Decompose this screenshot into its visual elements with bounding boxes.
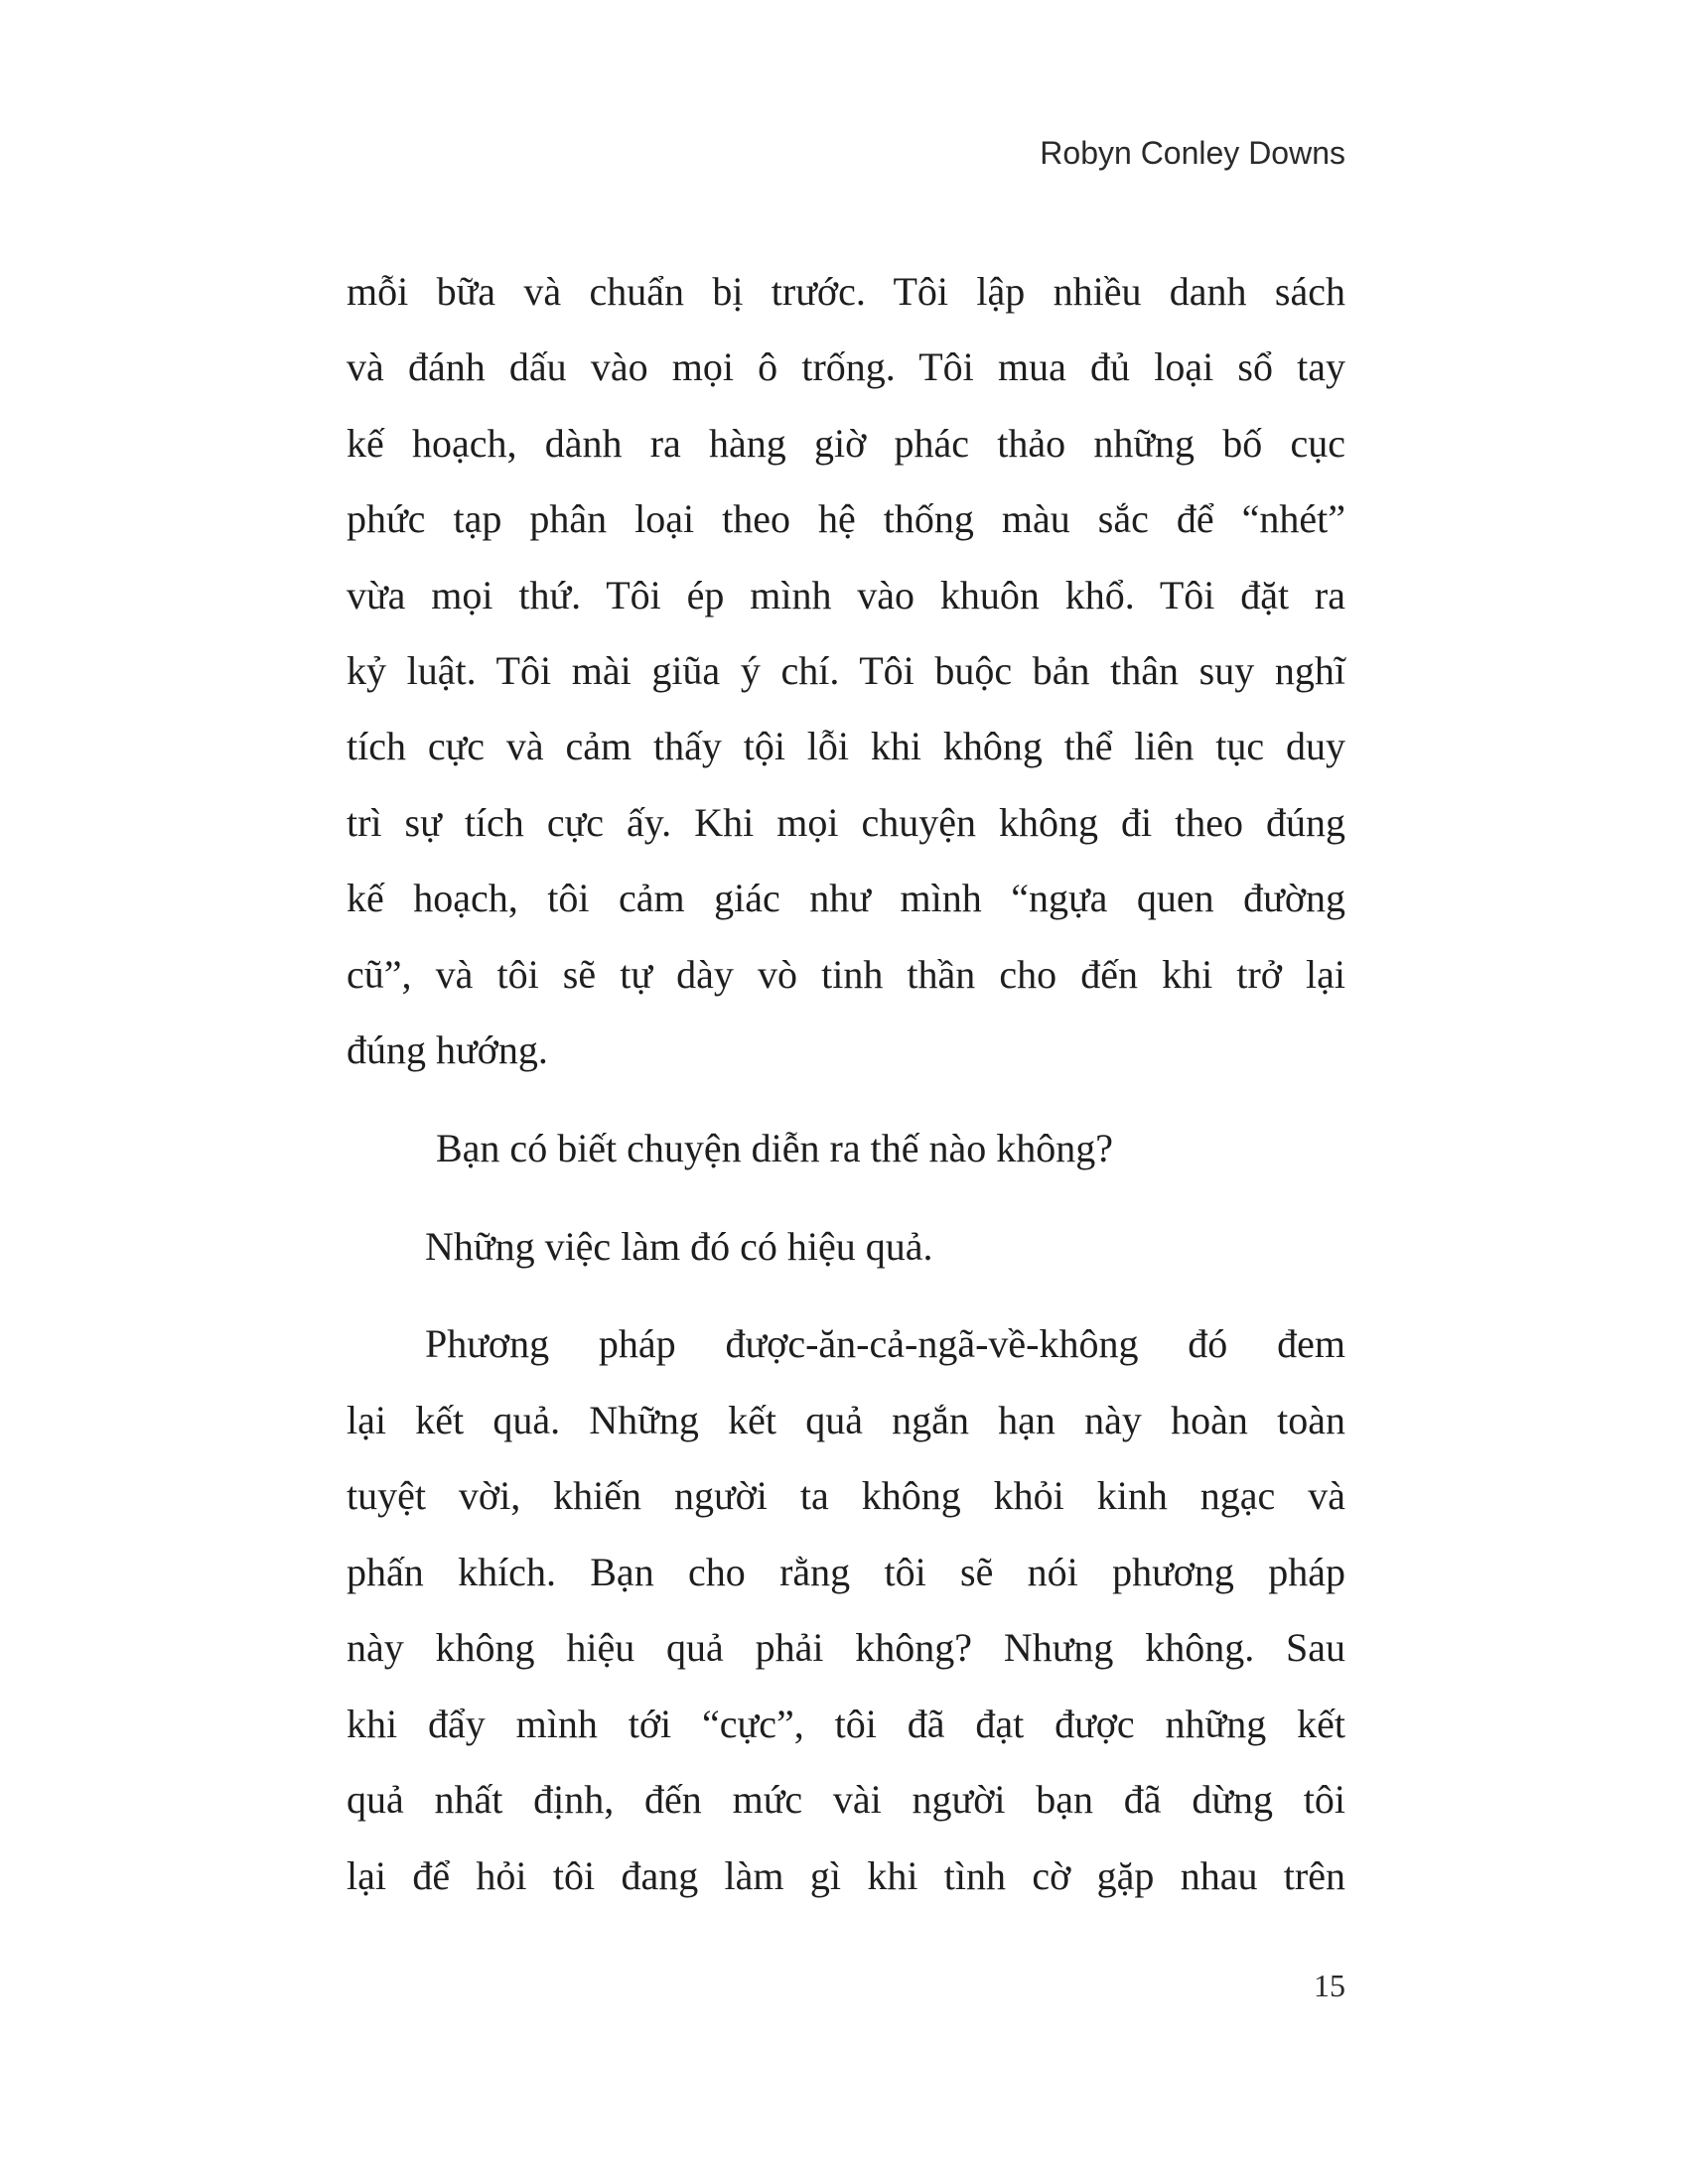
- page-number: 15: [1314, 1968, 1345, 2003]
- text-line: lại để hỏi tôi đang làm gì khi tình cờ gặp nhau trên: [347, 1853, 1345, 1898]
- text-line: kế hoạch, tôi cảm giác như mình “ngựa quen đường: [347, 876, 1345, 920]
- text-line: kỷ luật. Tôi mài giũa ý chí. Tôi buộc bản thân suy nghĩ: [347, 648, 1345, 693]
- text-line: quả nhất định, đến mức vài người bạn đã dừng tôi: [347, 1777, 1345, 1822]
- text-line: đúng hướng.: [347, 1027, 548, 1072]
- text-line: tích cực và cảm thấy tội lỗi khi không thể liên tục duy: [347, 724, 1345, 768]
- text-line: vừa mọi thứ. Tôi ép mình vào khuôn khổ. Tôi đặt ra: [347, 573, 1345, 617]
- text-line: Bạn có biết chuyện diễn ra thế nào không?: [436, 1126, 1113, 1170]
- text-line: cũ”, và tôi sẽ tự dày vò tinh thần cho đến khi trở lại: [347, 952, 1345, 997]
- running-header-author: Robyn Conley Downs: [1040, 135, 1345, 171]
- text-line: lại kết quả. Những kết quả ngắn hạn này hoàn toàn: [347, 1398, 1345, 1442]
- text-line: tuyệt vời, khiến người ta không khỏi kinh ngạc và: [347, 1473, 1345, 1518]
- text-line: này không hiệu quả phải không? Nhưng không. Sau: [347, 1625, 1345, 1670]
- text-line: kế hoạch, dành ra hàng giờ phác thảo những bố cục: [347, 421, 1345, 466]
- text-line: phức tạp phân loại theo hệ thống màu sắc để “nhét”: [347, 496, 1345, 541]
- text-line: và đánh dấu vào mọi ô trống. Tôi mua đủ loại sổ tay: [347, 344, 1345, 389]
- text-line: phấn khích. Bạn cho rằng tôi sẽ nói phương pháp: [347, 1550, 1345, 1594]
- text-line: khi đẩy mình tới “cực”, tôi đã đạt được những kết: [347, 1702, 1345, 1746]
- text-line: trì sự tích cực ấy. Khi mọi chuyện không đi theo đúng: [347, 800, 1345, 845]
- text-line: mỗi bữa và chuẩn bị trước. Tôi lập nhiều danh sách: [347, 269, 1345, 314]
- text-line: Phương pháp được-ăn-cả-ngã-về-không đó đem: [425, 1321, 1345, 1366]
- text-line: Những việc làm đó có hiệu quả.: [425, 1224, 933, 1269]
